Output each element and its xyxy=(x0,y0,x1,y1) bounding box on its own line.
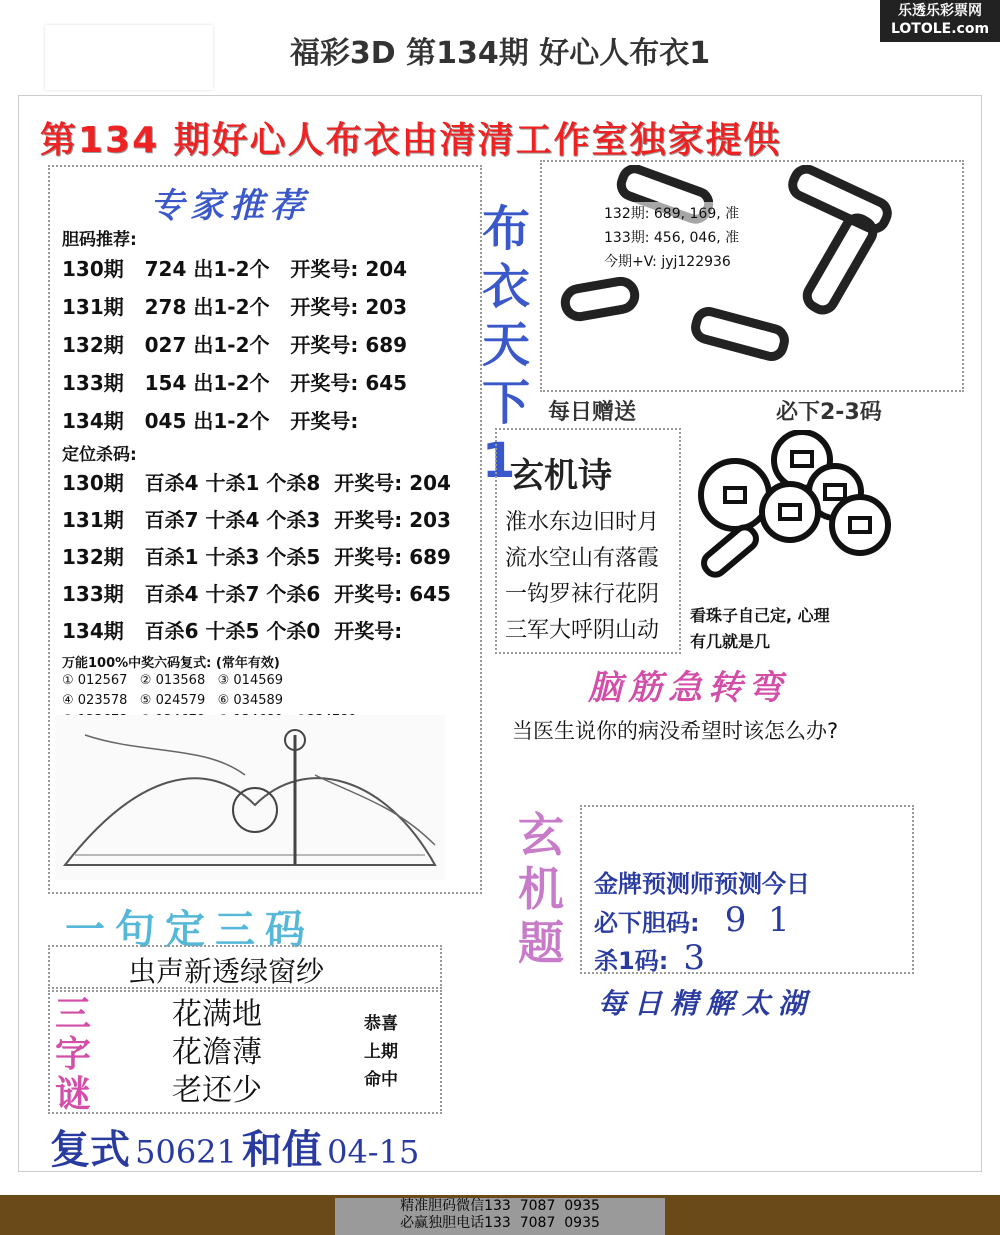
note-contact: 今期+V: jyj122936 xyxy=(604,254,731,270)
watermark-line1: 乐透乐彩票网 xyxy=(898,3,982,19)
dan-row: 131期 278 出1-2个 开奖号: 203 xyxy=(62,295,408,319)
fushi-value: 50621 xyxy=(135,1133,237,1171)
three-word-lines xyxy=(172,996,262,1110)
xuanji-footer: 每日精解太湖 xyxy=(598,987,815,1020)
kill-one-value: 3 xyxy=(683,938,706,978)
daily-left: 每日赠送 xyxy=(548,400,637,425)
kill-row: 132期 百杀1 十杀3 个杀5 开奖号: 689 xyxy=(62,545,451,569)
poem-line: 流水空山有落霞 xyxy=(505,546,660,571)
combo-row: ① 012567 ② 013568 ③ 014569 xyxy=(62,673,284,688)
congrats-line: 恭喜 xyxy=(364,1014,398,1034)
kill-row: 131期 百杀7 十杀4 个杀3 开奖号: 203 xyxy=(62,508,451,532)
must-dan-label: 必下胆码: xyxy=(594,909,700,937)
xuanji-vertical-text: 玄机题 xyxy=(518,808,564,970)
footer-line1: 精准胆码微信133 7087 0935 xyxy=(400,1198,600,1214)
three-word-line: 老还少 xyxy=(172,1073,262,1108)
must-dan-value: 9 1 xyxy=(724,900,790,940)
poem-title: 玄机诗 xyxy=(510,456,612,496)
footer-line2: 必赢独胆电话133 7087 0935 xyxy=(400,1215,600,1231)
one-sentence-title: 一句定三码 xyxy=(65,907,315,953)
kill-one-label: 杀1码: xyxy=(594,947,669,975)
dan-row: 133期 154 出1-2个 开奖号: 645 xyxy=(62,371,408,395)
fushi-row xyxy=(50,1118,419,1175)
kill-label: 定位杀码: xyxy=(62,445,137,465)
xuanji-line3 xyxy=(594,938,705,978)
three-word-vertical: 三字谜 xyxy=(55,994,92,1115)
banner-text: 第134 期好心人布衣由清清工作室独家提供 xyxy=(40,120,782,161)
poem-line: 一钩罗袜行花阴 xyxy=(505,582,660,607)
swastika-image xyxy=(545,165,945,385)
expert-title: 专家推荐 xyxy=(150,186,310,226)
beads-caption-line: 看珠子自己定, 心理 xyxy=(690,606,830,625)
riddle-question: 当医生说你的病没希望时该怎么办? xyxy=(512,719,839,743)
kill-row: 130期 百杀4 十杀1 个杀8 开奖号: 204 xyxy=(62,471,451,495)
three-word-line: 花满地 xyxy=(172,997,262,1032)
fushi-label: 复式 xyxy=(50,1127,130,1173)
beads-image xyxy=(690,430,920,600)
congrats-line: 命中 xyxy=(364,1070,398,1090)
kill-row: 134期 百杀6 十杀5 个杀0 开奖号: xyxy=(62,619,403,643)
expert-content xyxy=(62,225,451,731)
beads-caption xyxy=(690,603,830,655)
page-title: 福彩3D 第134期 好心人布衣1 xyxy=(289,36,711,71)
combo-row: ④ 023578 ⑤ 024579 ⑥ 034589 xyxy=(62,693,284,708)
xuanji-line2 xyxy=(594,900,790,940)
congrats-line: 上期 xyxy=(364,1042,398,1062)
combo-label: 万能100%中奖六码复式: (常年有效) xyxy=(62,656,280,671)
riddle-title: 脑筋急转弯 xyxy=(588,668,788,708)
one-sentence-text: 虫声新透绿窗纱 xyxy=(128,955,325,988)
dan-row: 134期 045 出1-2个 开奖号: xyxy=(62,409,359,433)
dan-row: 130期 724 出1-2个 开奖号: 204 xyxy=(62,257,408,281)
warrior-sketch-image xyxy=(55,715,445,880)
hezhi-label: 和值 xyxy=(241,1127,322,1173)
kill-row: 133期 百杀4 十杀7 个杀6 开奖号: 645 xyxy=(62,582,451,606)
poem-lines xyxy=(505,505,659,649)
dan-label: 胆码推荐: xyxy=(62,230,137,250)
watermark-line2: LOTOLE.com xyxy=(890,21,990,37)
beads-caption-line: 有几就是几 xyxy=(690,632,771,651)
xuanji-line1: 金牌预测师预测今日 xyxy=(594,870,810,898)
congrats-badge xyxy=(364,1010,398,1094)
daily-right: 必下2-3码 xyxy=(776,400,882,425)
three-word-line: 花澹薄 xyxy=(172,1035,262,1070)
note-132: 132期: 689, 169, 准 xyxy=(604,206,740,222)
poem-line: 三军大呼阴山动 xyxy=(505,618,660,643)
dan-row: 132期 027 出1-2个 开奖号: 689 xyxy=(62,333,408,357)
buyi-vertical-text: 布衣天下1 xyxy=(482,201,531,489)
swastika-notes xyxy=(604,202,739,274)
footer-contact-box xyxy=(335,1198,665,1235)
note-133: 133期: 456, 046, 准 xyxy=(604,230,740,246)
hezhi-value: 04-15 xyxy=(327,1133,420,1171)
poem-line: 淮水东边旧时月 xyxy=(505,510,660,535)
